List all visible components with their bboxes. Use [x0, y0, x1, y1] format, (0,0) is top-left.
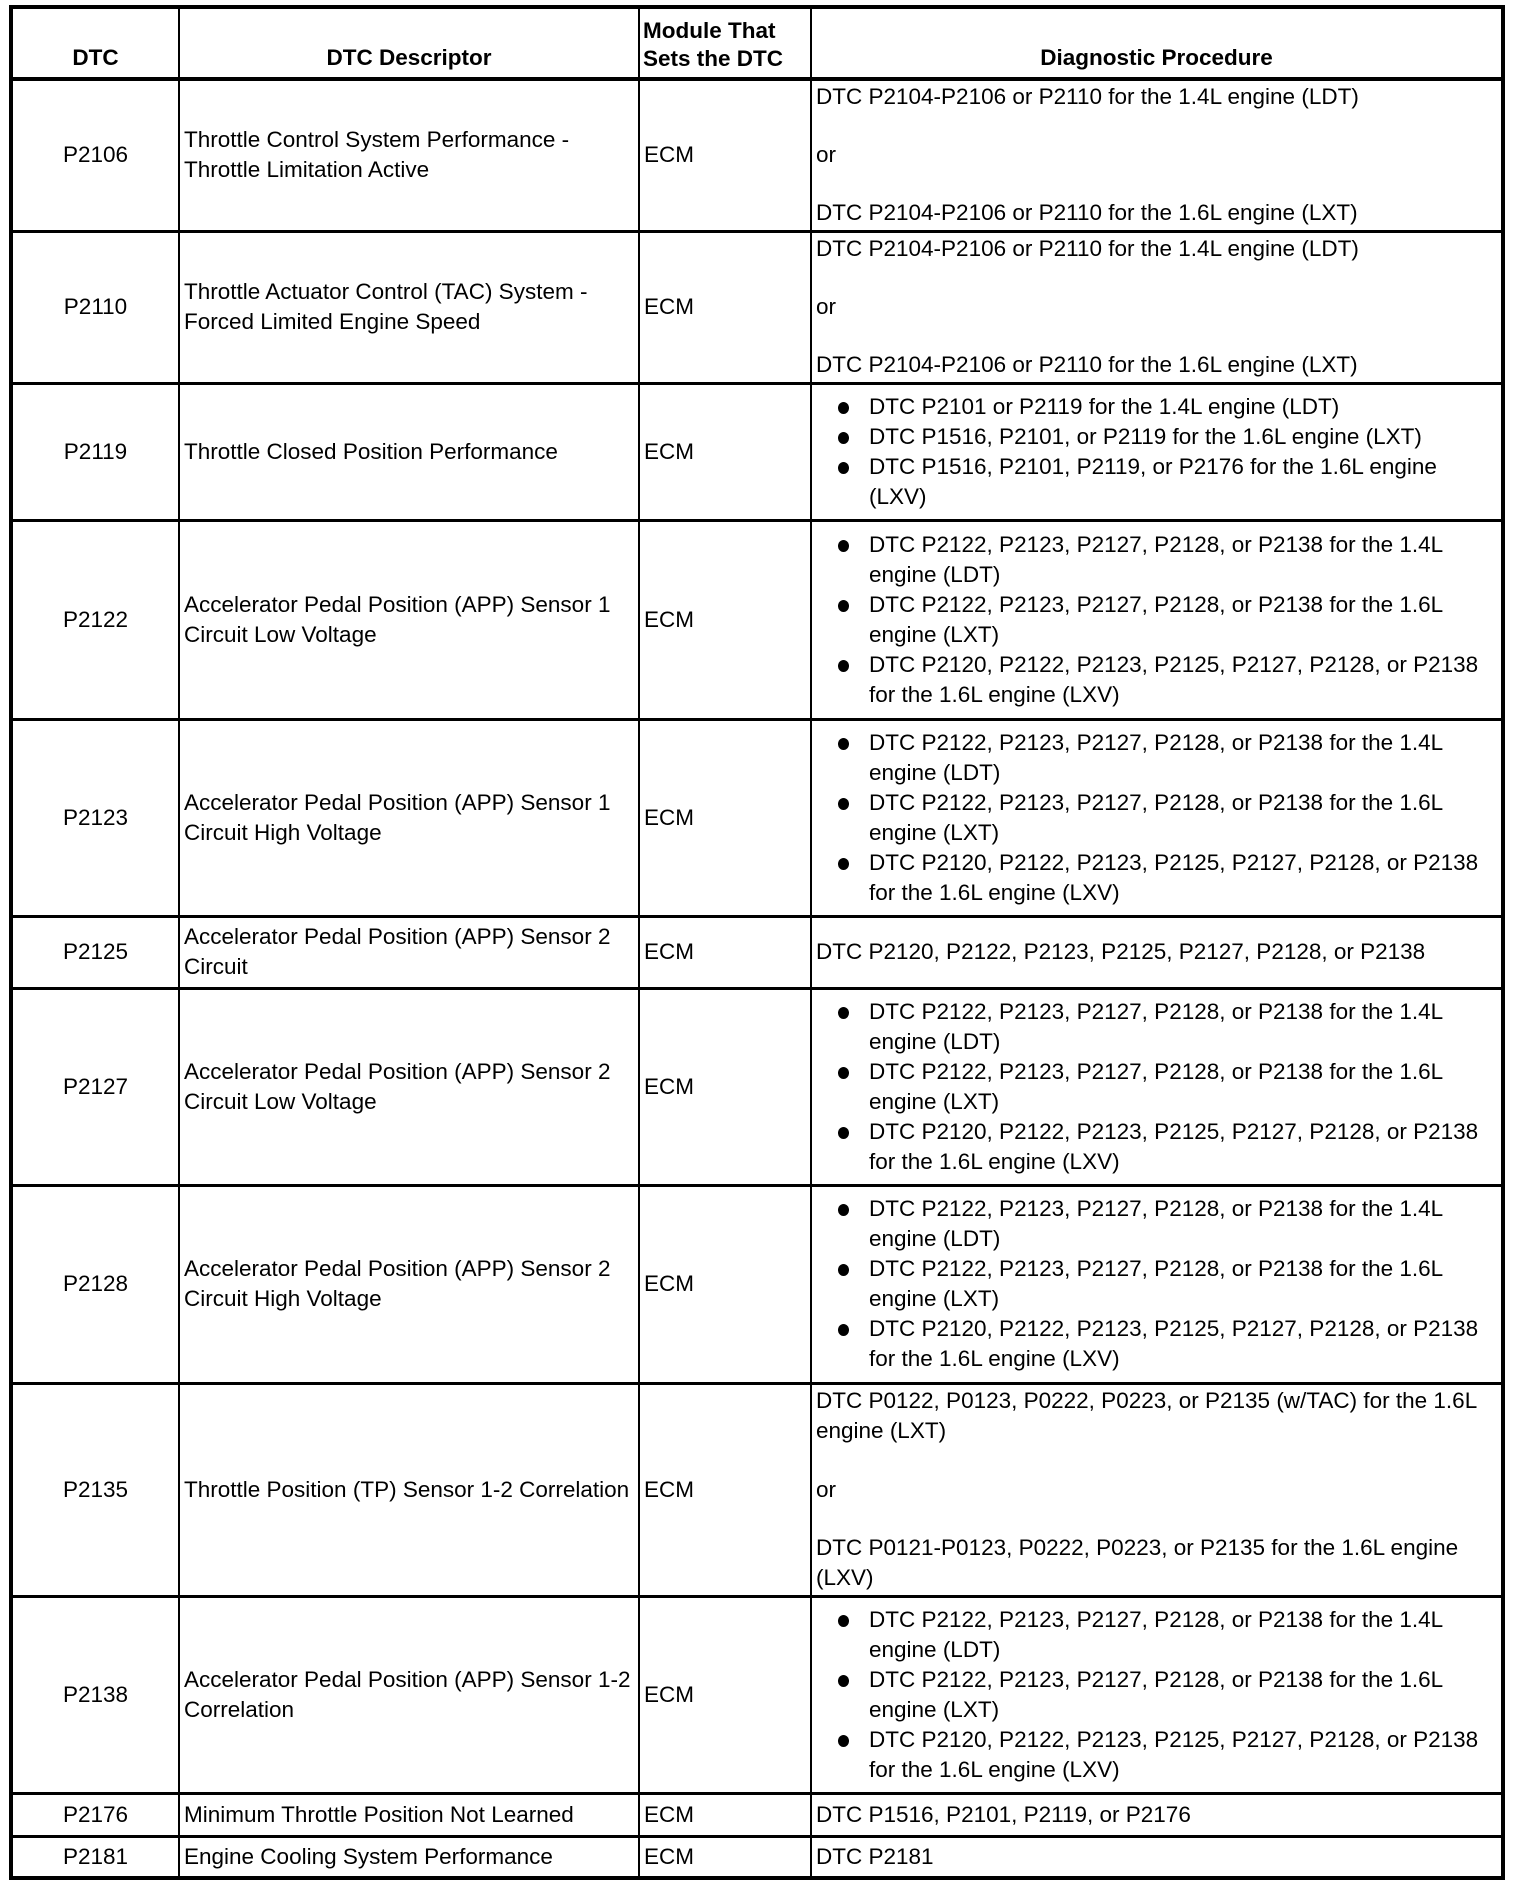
module-name: ECM — [639, 916, 811, 988]
table-row — [11, 383, 1503, 520]
dtc-descriptor: Accelerator Pedal Position (APP) Sensor 1-2 Correlation — [179, 1596, 639, 1793]
dtc-descriptor: Engine Cooling System Performance — [179, 1836, 639, 1878]
dtc-descriptor: Minimum Throttle Position Not Learned — [179, 1793, 639, 1836]
header-row — [11, 7, 1503, 79]
dtc-code: P2123 — [11, 719, 179, 916]
procedure-list-item: DTC P2122, P2123, P2127, P2128, or P2138 for the 1.4L engine (LDT) — [816, 1605, 1497, 1665]
procedure-list — [816, 997, 1497, 1177]
diagnostic-procedure — [811, 1836, 1503, 1878]
table-row — [11, 520, 1503, 719]
diagnostic-procedure — [811, 1185, 1503, 1383]
dtc-code: P2135 — [11, 1383, 179, 1596]
procedure-paragraph: DTC P0121-P0123, P0222, P0223, or P2135 for the 1.6L engine (LXV) — [816, 1535, 1459, 1590]
diagnostic-procedure — [811, 916, 1503, 988]
procedure-list-item: DTC P2120, P2122, P2123, P2125, P2127, P2128, or P2138 for the 1.6L engine (LXV) — [816, 1314, 1497, 1374]
diagnostic-procedure — [811, 520, 1503, 719]
procedure-list-item: DTC P2122, P2123, P2127, P2128, or P2138 for the 1.4L engine (LDT) — [816, 728, 1497, 788]
procedure-paragraphs — [816, 1842, 1497, 1872]
table-row — [11, 1383, 1503, 1596]
dtc-descriptor: Accelerator Pedal Position (APP) Sensor 1 Circuit Low Voltage — [179, 520, 639, 719]
diagnostic-procedure — [811, 1596, 1503, 1793]
header-dtc: DTC — [11, 7, 179, 79]
dtc-code: P2110 — [11, 231, 179, 383]
diagnostic-procedure — [811, 719, 1503, 916]
procedure-list-item: DTC P2120, P2122, P2123, P2125, P2127, P2128, or P2138 for the 1.6L engine (LXV) — [816, 1117, 1497, 1177]
procedure-list-item: DTC P2122, P2123, P2127, P2128, or P2138 for the 1.6L engine (LXT) — [816, 1057, 1497, 1117]
diagnostic-procedure — [811, 988, 1503, 1185]
module-name: ECM — [639, 383, 811, 520]
dtc-code: P2106 — [11, 79, 179, 231]
procedure-paragraph: DTC P2104-P2106 or P2110 for the 1.6L engine (LXT) — [816, 200, 1358, 226]
procedure-paragraph: DTC P2104-P2106 or P2110 for the 1.4L engine (LDT) — [816, 236, 1359, 261]
table-row — [11, 719, 1503, 916]
procedure-paragraph: DTC P2181 — [816, 1843, 934, 1869]
dtc-descriptor: Throttle Closed Position Performance — [179, 383, 639, 520]
procedure-paragraphs — [816, 937, 1497, 967]
diagnostic-procedure — [811, 383, 1503, 520]
dtc-descriptor: Throttle Control System Performance - Throttle Limitation Active — [179, 79, 639, 231]
module-name: ECM — [639, 1836, 811, 1878]
procedure-paragraph: DTC P2120, P2122, P2123, P2125, P2127, P2128, or P2138 — [816, 939, 1426, 964]
procedure-paragraph: or — [816, 294, 837, 319]
procedure-paragraph: or — [816, 142, 837, 168]
module-name: ECM — [639, 719, 811, 916]
dtc-descriptor: Throttle Actuator Control (TAC) System - Forced Limited Engine Speed — [179, 231, 639, 383]
procedure-paragraphs — [816, 1800, 1497, 1830]
procedure-list — [816, 1605, 1497, 1785]
table-row — [11, 1185, 1503, 1383]
module-name: ECM — [639, 1793, 811, 1836]
module-name: ECM — [639, 520, 811, 719]
procedure-paragraphs — [816, 234, 1497, 380]
module-name: ECM — [639, 231, 811, 383]
dtc-descriptor: Throttle Position (TP) Sensor 1-2 Correlation — [179, 1383, 639, 1596]
procedure-list-item: DTC P2122, P2123, P2127, P2128, or P2138 for the 1.4L engine (LDT) — [816, 997, 1497, 1057]
procedure-paragraph: or — [816, 1476, 837, 1502]
dtc-code: P2119 — [11, 383, 179, 520]
table-row — [11, 916, 1503, 988]
module-name: ECM — [639, 1185, 811, 1383]
procedure-list-item: DTC P1516, P2101, or P2119 for the 1.6L engine (LXT) — [816, 422, 1497, 452]
table-row — [11, 231, 1503, 383]
module-name: ECM — [639, 1596, 811, 1793]
header-module: Module That Sets the DTC — [639, 7, 811, 79]
procedure-list-item: DTC P2122, P2123, P2127, P2128, or P2138 for the 1.6L engine (LXT) — [816, 590, 1497, 650]
procedure-paragraph: DTC P1516, P2101, P2119, or P2176 — [816, 1801, 1191, 1827]
procedure-list-item: DTC P2122, P2123, P2127, P2128, or P2138 for the 1.6L engine (LXT) — [816, 788, 1497, 848]
procedure-list-item: DTC P2120, P2122, P2123, P2125, P2127, P2128, or P2138 for the 1.6L engine (LXV) — [816, 848, 1497, 908]
procedure-paragraphs — [816, 1386, 1497, 1593]
procedure-list — [816, 1194, 1497, 1374]
dtc-code: P2181 — [11, 1836, 179, 1878]
procedure-list — [816, 728, 1497, 908]
module-name: ECM — [639, 988, 811, 1185]
procedure-list-item: DTC P1516, P2101, P2119, or P2176 for the 1.6L engine (LXV) — [816, 452, 1497, 512]
dtc-code: P2128 — [11, 1185, 179, 1383]
procedure-list-item: DTC P2101 or P2119 for the 1.4L engine (LDT) — [816, 392, 1497, 422]
diagnostic-procedure — [811, 1793, 1503, 1836]
dtc-code: P2138 — [11, 1596, 179, 1793]
dtc-code: P2127 — [11, 988, 179, 1185]
table-row — [11, 1836, 1503, 1878]
module-name: ECM — [639, 79, 811, 231]
dtc-descriptor: Accelerator Pedal Position (APP) Sensor 2 Circuit High Voltage — [179, 1185, 639, 1383]
procedure-list — [816, 530, 1497, 710]
dtc-code: P2125 — [11, 916, 179, 988]
header-procedure: Diagnostic Procedure — [811, 7, 1503, 79]
procedure-paragraph: DTC P2104-P2106 or P2110 for the 1.4L engine (LDT) — [816, 84, 1359, 110]
procedure-list-item: DTC P2122, P2123, P2127, P2128, or P2138 for the 1.4L engine (LDT) — [816, 530, 1497, 590]
dtc-descriptor: Accelerator Pedal Position (APP) Sensor 2 Circuit — [179, 916, 639, 988]
procedure-list-item: DTC P2122, P2123, P2127, P2128, or P2138 for the 1.6L engine (LXT) — [816, 1665, 1497, 1725]
procedure-list-item: DTC P2120, P2122, P2123, P2125, P2127, P2128, or P2138 for the 1.6L engine (LXV) — [816, 650, 1497, 710]
table-row — [11, 1793, 1503, 1836]
table-row — [11, 1596, 1503, 1793]
table-row — [11, 79, 1503, 231]
dtc-code: P2176 — [11, 1793, 179, 1836]
dtc-table — [9, 5, 1505, 1880]
procedure-list-item: DTC P2122, P2123, P2127, P2128, or P2138 for the 1.4L engine (LDT) — [816, 1194, 1497, 1254]
dtc-descriptor: Accelerator Pedal Position (APP) Sensor 1 Circuit High Voltage — [179, 719, 639, 916]
diagnostic-procedure — [811, 1383, 1503, 1596]
table-row — [11, 988, 1503, 1185]
header-descriptor: DTC Descriptor — [179, 7, 639, 79]
dtc-code: P2122 — [11, 520, 179, 719]
procedure-list-item: DTC P2120, P2122, P2123, P2125, P2127, P2128, or P2138 for the 1.6L engine (LXV) — [816, 1725, 1497, 1785]
procedure-list — [816, 392, 1497, 512]
diagnostic-procedure — [811, 79, 1503, 231]
module-name: ECM — [639, 1383, 811, 1596]
diagnostic-procedure — [811, 231, 1503, 383]
procedure-list-item: DTC P2122, P2123, P2127, P2128, or P2138 for the 1.6L engine (LXT) — [816, 1254, 1497, 1314]
dtc-descriptor: Accelerator Pedal Position (APP) Sensor 2 Circuit Low Voltage — [179, 988, 639, 1185]
procedure-paragraph: DTC P2104-P2106 or P2110 for the 1.6L engine (LXT) — [816, 352, 1358, 377]
procedure-paragraphs — [816, 82, 1497, 228]
procedure-paragraph: DTC P0122, P0123, P0222, P0223, or P2135 (w/TAC) for the 1.6L engine (LXT) — [816, 1388, 1477, 1443]
